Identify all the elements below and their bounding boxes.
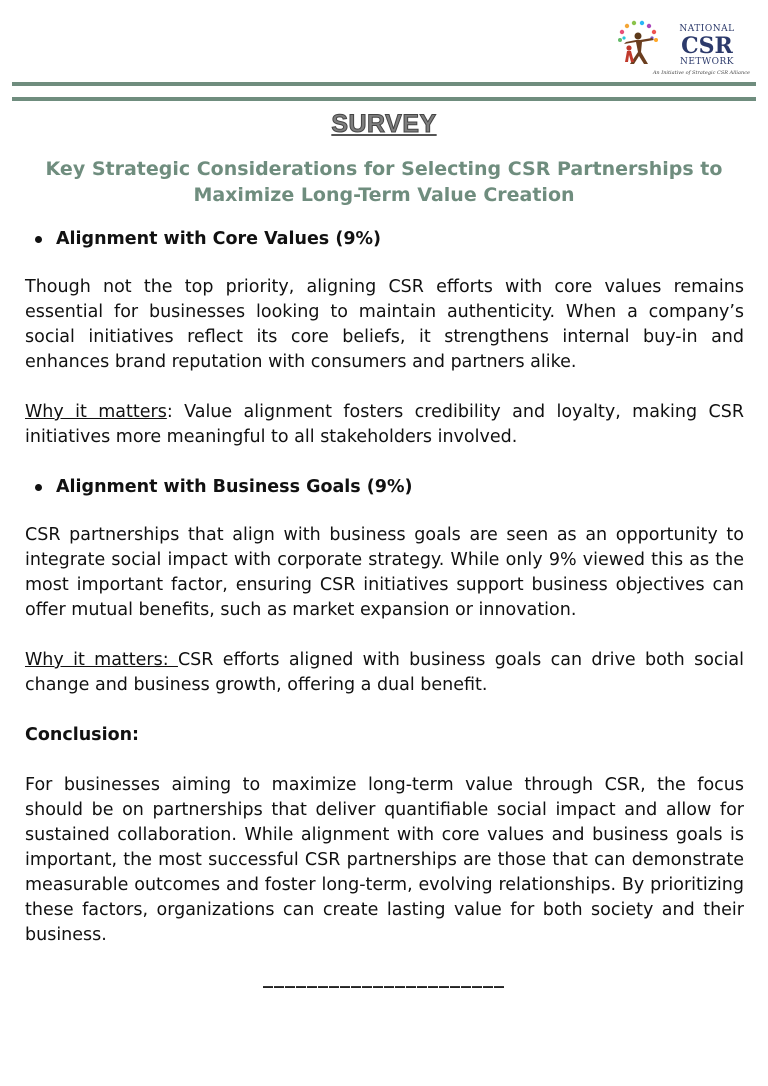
why-it-matters-label: Why it matters bbox=[25, 402, 167, 422]
bullet-label: Alignment with Business Goals (9%) bbox=[56, 476, 413, 497]
conclusion-heading: Conclusion: bbox=[25, 725, 140, 745]
bullet-business-goals bbox=[35, 474, 744, 500]
core-values-why bbox=[25, 400, 744, 450]
document-body bbox=[25, 226, 744, 948]
business-goals-why bbox=[25, 648, 744, 698]
bullet-core-values bbox=[35, 226, 744, 252]
why-it-matters-label: Why it matters: bbox=[25, 650, 178, 670]
bullet-dot-icon bbox=[35, 484, 42, 491]
logo-line-national: NATIONAL bbox=[679, 24, 735, 34]
business-goals-paragraph: CSR partnerships that align with business goals are seen as an opportunity to integrate social impact with corporate strategy. While only 9% viewed this as the most important factor, ensuring CSR initiatives support business objectives can offer mutual benefits, such as market expansion or innovation. bbox=[25, 525, 744, 620]
logo-line-network: NETWORK bbox=[679, 57, 735, 67]
conclusion-paragraph: For businesses aiming to maximize long-term value through CSR, the focus should be on partnerships that deliver quantifiable social impact and allow for sustained collaboration. While alignment with core values and business goals is important, the most successful CSR partnerships are those that can demonstrate measurable outcomes and foster long-term, evolving relationships. By prioritizing these factors, organizations can create lasting value for both society and their business. bbox=[25, 775, 744, 945]
core-values-paragraph: Though not the top priority, aligning CSR efforts with core values remains essential for businesses looking to maintain authenticity. When a company’s social initiatives reflect its core beliefs, it strengthens internal buy-in and enhances brand reputation with consumers and partners alike. bbox=[25, 277, 744, 372]
bullet-dot-icon bbox=[35, 236, 42, 243]
logo-line-csr: CSR bbox=[681, 33, 733, 59]
why-it-matters-text: : Value alignment fosters credibility and loyalty, making CSR initiatives more meaningful to all stakeholders involved. bbox=[25, 402, 744, 447]
national-csr-network-logo bbox=[616, 14, 750, 78]
logo-wordmark bbox=[664, 24, 750, 68]
header-divider-top bbox=[12, 82, 756, 86]
people-star-logo-icon bbox=[616, 18, 660, 68]
why-it-matters-text: CSR efforts aligned with business goals can drive both social change and business growth, offering a dual benefit. bbox=[25, 650, 744, 695]
bullet-label: Alignment with Core Values (9%) bbox=[56, 228, 382, 249]
footer-divider: ______________________ bbox=[263, 964, 505, 988]
header-divider-bottom bbox=[12, 97, 756, 101]
page-subtitle: Key Strategic Considerations for Selecting CSR Partnerships to Maximize Long-Term Value Creation bbox=[45, 158, 723, 206]
page-title: SURVEY bbox=[331, 110, 437, 138]
logo-tagline: An Initiative of Strategic CSR Alliance bbox=[652, 70, 750, 76]
